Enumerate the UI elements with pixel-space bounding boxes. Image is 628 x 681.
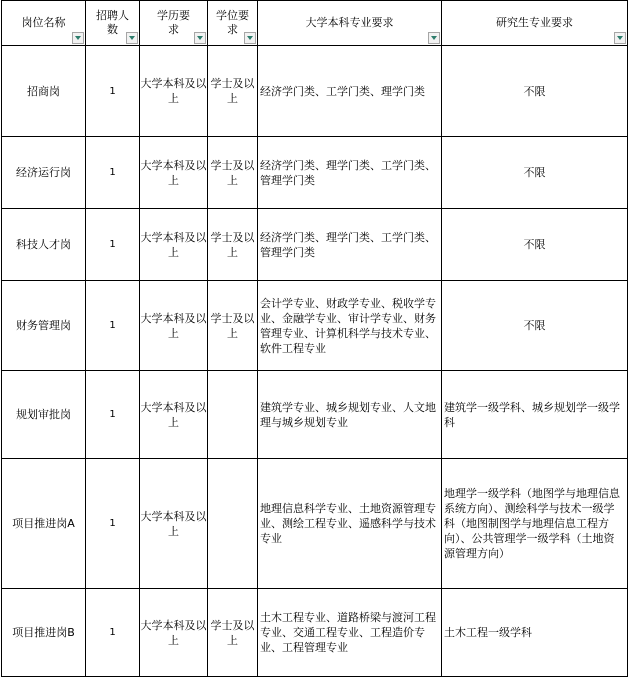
header-count-label: 招聘人数	[96, 9, 129, 36]
table-row	[2, 459, 628, 589]
filter-dropdown-icon[interactable]	[244, 32, 256, 44]
header-count	[86, 1, 140, 46]
header-degree	[208, 1, 258, 46]
filter-dropdown-icon[interactable]	[428, 32, 440, 44]
degree-cell	[208, 371, 258, 459]
degree-cell: 学士及以上	[208, 46, 258, 137]
count-cell: 1	[86, 209, 140, 281]
filter-dropdown-icon[interactable]	[194, 32, 206, 44]
filter-dropdown-icon[interactable]	[126, 32, 138, 44]
table-row	[2, 46, 628, 137]
graduate-cell: 不限	[442, 137, 628, 209]
position-cell: 财务管理岗	[2, 281, 86, 371]
graduate-cell: 不限	[442, 209, 628, 281]
undergrad-cell: 会计学专业、财政学专业、税收学专业、金融学专业、审计学专业、财务管理专业、计算机科学与技术专业、软件工程专业	[258, 281, 442, 371]
position-cell: 规划审批岗	[2, 371, 86, 459]
degree-cell: 学士及以上	[208, 137, 258, 209]
filter-dropdown-icon[interactable]	[72, 32, 84, 44]
undergrad-cell: 经济学门类、理学门类、工学门类、管理学门类	[258, 137, 442, 209]
graduate-cell: 不限	[442, 46, 628, 137]
header-graduate-label: 研究生专业要求	[496, 16, 573, 29]
count-cell: 1	[86, 459, 140, 589]
count-cell: 1	[86, 46, 140, 137]
header-undergrad-label: 大学本科专业要求	[305, 16, 394, 29]
header-undergrad	[258, 1, 442, 46]
position-cell: 经济运行岗	[2, 137, 86, 209]
education-cell: 大学本科及以上	[140, 137, 208, 209]
position-cell: 科技人才岗	[2, 209, 86, 281]
job-requirements-table	[1, 0, 628, 677]
table-row	[2, 137, 628, 209]
header-education-label: 学历要求	[157, 9, 190, 36]
header-row	[2, 1, 628, 46]
header-education	[140, 1, 208, 46]
graduate-cell: 土木工程一级学科	[442, 589, 628, 677]
graduate-cell: 不限	[442, 281, 628, 371]
header-graduate	[442, 1, 628, 46]
undergrad-cell: 经济学门类、工学门类、理学门类	[258, 46, 442, 137]
header-position-label: 岗位名称	[21, 16, 66, 29]
count-cell: 1	[86, 589, 140, 677]
table-row	[2, 589, 628, 677]
count-cell: 1	[86, 281, 140, 371]
position-cell: 项目推进岗B	[2, 589, 86, 677]
position-cell: 项目推进岗A	[2, 459, 86, 589]
table-row	[2, 209, 628, 281]
education-cell: 大学本科及以上	[140, 46, 208, 137]
position-cell: 招商岗	[2, 46, 86, 137]
filter-dropdown-icon[interactable]	[614, 32, 626, 44]
undergrad-cell: 地理信息科学专业、土地资源管理专业、测绘工程专业、遥感科学与技术专业	[258, 459, 442, 589]
graduate-cell: 建筑学一级学科、城乡规划学一级学科	[442, 371, 628, 459]
education-cell: 大学本科及以上	[140, 209, 208, 281]
degree-cell: 学士及以上	[208, 281, 258, 371]
education-cell: 大学本科及以上	[140, 371, 208, 459]
undergrad-cell: 建筑学专业、城乡规划专业、人文地理与城乡规划专业	[258, 371, 442, 459]
table-row	[2, 281, 628, 371]
education-cell: 大学本科及以上	[140, 459, 208, 589]
degree-cell	[208, 459, 258, 589]
header-degree-label: 学位要求	[216, 9, 249, 36]
header-position	[2, 1, 86, 46]
count-cell: 1	[86, 137, 140, 209]
graduate-cell: 地理学一级学科（地图学与地理信息系统方向）、测绘科学与技术一级学科（地图制图学与地理信息工程方向）、公共管理学一级学科（土地资源管理方向）	[442, 459, 628, 589]
degree-cell: 学士及以上	[208, 589, 258, 677]
undergrad-cell: 土木工程专业、道路桥梁与渡河工程专业、交通工程专业、工程造价专业、工程管理专业	[258, 589, 442, 677]
education-cell: 大学本科及以上	[140, 589, 208, 677]
table-row	[2, 371, 628, 459]
undergrad-cell: 经济学门类、理学门类、工学门类、管理学门类	[258, 209, 442, 281]
count-cell: 1	[86, 371, 140, 459]
degree-cell: 学士及以上	[208, 209, 258, 281]
education-cell: 大学本科及以上	[140, 281, 208, 371]
